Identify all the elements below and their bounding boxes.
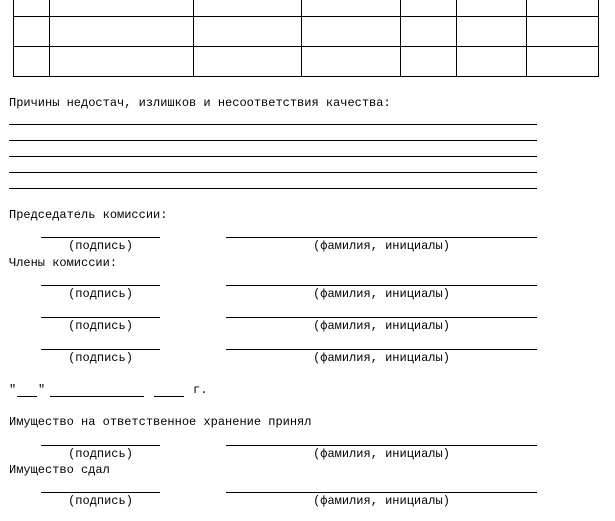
signature-caption: (подпись) — [68, 351, 133, 365]
day-line — [17, 396, 37, 397]
name-line — [226, 317, 537, 318]
table-row-border — [13, 46, 598, 47]
signature-line — [41, 317, 160, 318]
name-caption: (фамилия, инициалы) — [313, 494, 450, 508]
name-line — [226, 349, 537, 350]
reasons-label: Причины недостач, излишков и несоответствия качества: — [9, 96, 391, 110]
signature-caption: (подпись) — [68, 239, 133, 253]
name-line — [226, 237, 537, 238]
signature-caption: (подпись) — [68, 447, 133, 461]
signature-line — [41, 349, 160, 350]
signature-line — [41, 285, 160, 286]
table-col-border — [598, 0, 599, 77]
members-label: Члены комиссии: — [9, 256, 118, 270]
table-col-border — [301, 0, 302, 77]
signature-caption: (подпись) — [68, 494, 133, 508]
reasons-line-3 — [9, 156, 537, 157]
table-col-border — [193, 0, 194, 77]
name-line — [226, 492, 537, 493]
name-line — [226, 445, 537, 446]
signature-line — [41, 237, 160, 238]
custody-accepted-label: Имущество на ответственное хранение принял — [9, 415, 312, 429]
name-line — [226, 285, 537, 286]
table-col-border — [456, 0, 457, 77]
name-caption: (фамилия, инициалы) — [313, 239, 450, 253]
signature-caption: (подпись) — [68, 319, 133, 333]
table-bottom-border — [13, 76, 598, 77]
chairman-label: Председатель комиссии: — [9, 208, 168, 222]
table-col-border — [526, 0, 527, 77]
year-suffix: г. — [193, 383, 208, 397]
name-caption: (фамилия, инициалы) — [313, 287, 450, 301]
signature-caption: (подпись) — [68, 287, 133, 301]
name-caption: (фамилия, инициалы) — [313, 319, 450, 333]
year-line — [154, 396, 184, 397]
name-caption: (фамилия, инициалы) — [313, 351, 450, 365]
table-col-border — [13, 0, 14, 77]
name-caption: (фамилия, инициалы) — [313, 447, 450, 461]
table-row-border — [13, 16, 598, 17]
reasons-line-1 — [9, 124, 537, 125]
custody-handed-label: Имущество сдал — [9, 463, 110, 477]
signature-line — [41, 445, 160, 446]
reasons-line-5 — [9, 188, 537, 189]
reasons-line-4 — [9, 172, 537, 173]
signature-line — [41, 492, 160, 493]
month-line — [50, 396, 144, 397]
table-col-border — [49, 0, 50, 77]
date-close-quote: " — [38, 383, 46, 397]
table-col-border — [400, 0, 401, 77]
reasons-line-2 — [9, 140, 537, 141]
date-open-quote: " — [9, 383, 17, 397]
